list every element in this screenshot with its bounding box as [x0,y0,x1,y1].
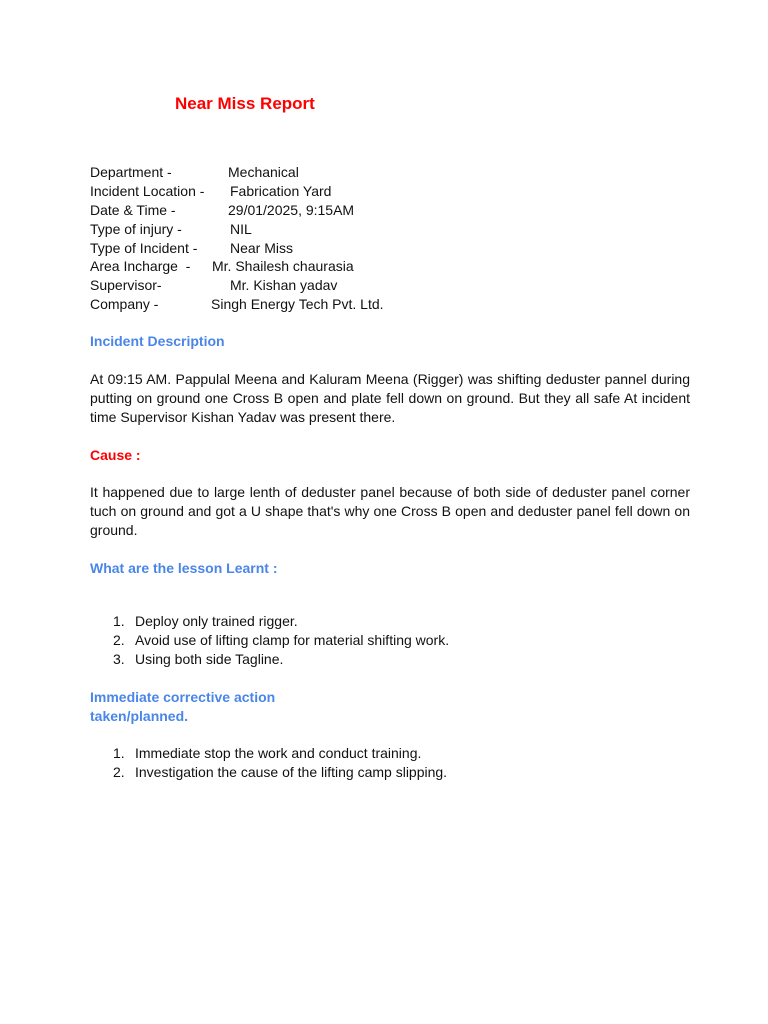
detail-value: Near Miss [230,239,294,256]
detail-label: Company - [90,296,159,313]
incident-details [90,163,690,314]
detail-row-supervisor [90,276,690,295]
detail-label: Type of injury - [90,220,182,237]
list-item-number: 2. [113,764,125,780]
corrective-list [90,744,690,782]
list-item [90,612,690,631]
cause-text: It happened due to large lenth of deduster panel because of both side of deduster panel corner tuch on ground and got a U shape that's why one Cross B open and deduster panel fell down on ground. [90,484,690,538]
list-item-text: Deploy only trained rigger. [135,613,298,629]
detail-value: Mr. Shailesh chaurasia [212,258,354,275]
detail-row-location [90,182,690,201]
detail-value: Fabrication Yard [230,182,332,199]
list-item [90,650,690,669]
detail-label: Type of Incident - [90,239,198,256]
detail-value: Mr. Kishan yadav [230,277,338,294]
list-item [90,763,690,782]
detail-value: 29/01/2025, 9:15AM [228,201,355,218]
detail-row-date-time [90,201,690,220]
detail-value: Mechanical [228,164,299,180]
detail-row-area-incharge [90,257,690,276]
list-item-text: Investigation the cause of the lifting camp slipping. [135,764,448,780]
detail-row-company [90,295,690,314]
list-item-text: Using both side Tagline. [135,651,284,667]
list-item [90,631,690,650]
lessons-heading: What are the lesson Learnt : [90,560,278,576]
cause-heading: Cause : [90,447,141,463]
detail-label: Area Incharge - [90,258,191,275]
detail-row-department [90,163,690,182]
detail-label: Date & Time - [90,201,176,218]
detail-value: Singh Energy Tech Pvt. Ltd. [211,296,384,313]
report-title: Near Miss Report [175,94,315,113]
list-item-text: Immediate stop the work and conduct training. [135,745,422,761]
list-item-number: 3. [113,651,125,667]
list-item-number: 1. [113,613,125,629]
detail-value: NIL [230,220,252,237]
detail-label: Department - [90,164,172,180]
incident-description-heading: Incident Description [90,333,225,349]
corrective-heading-line2: taken/planned. [90,708,189,724]
detail-row-injury [90,220,690,239]
detail-label: Incident Location - [90,182,205,199]
lessons-list [90,612,690,669]
corrective-heading-line1: Immediate corrective action [90,689,276,705]
detail-row-incident-type [90,239,690,258]
list-item-number: 2. [113,632,125,648]
list-item-number: 1. [113,745,125,761]
list-item [90,744,690,763]
incident-description-text: At 09:15 AM. Pappulal Meena and Kaluram Meena (Rigger) was shifting deduster pannel during putting on ground one Cross B open and plate fell down on ground. But they all safe At incident time Supervisor Kishan Yadav was present there. [90,371,690,425]
detail-label: Supervisor- [90,277,162,294]
list-item-text: Avoid use of lifting clamp for material shifting work. [135,632,450,648]
